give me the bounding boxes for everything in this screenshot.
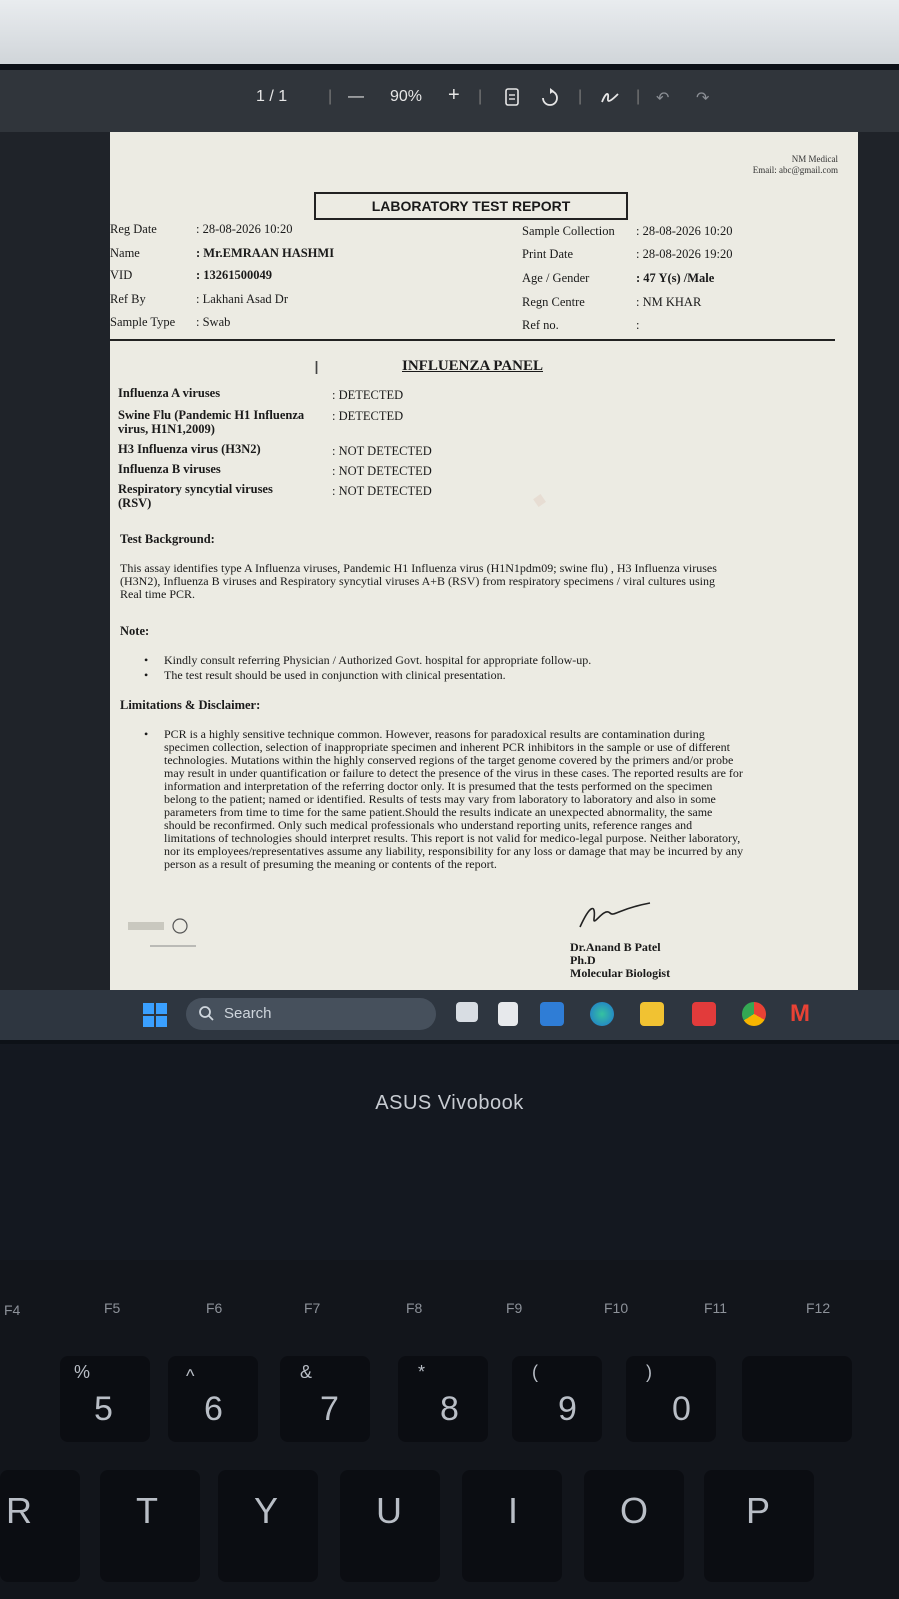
task-view-icon[interactable]	[456, 1002, 478, 1022]
note-heading: Note:	[120, 624, 150, 638]
sample-collection-label: Sample Collection	[522, 224, 615, 238]
page-indicator[interactable]: 1 / 1	[256, 88, 288, 105]
header-divider	[110, 339, 835, 341]
toolbar-divider: |	[328, 88, 333, 105]
regn-centre-label: Regn Centre	[522, 295, 585, 309]
key-i[interactable]: I	[462, 1470, 562, 1582]
report-page	[110, 132, 858, 1010]
regn-centre-value: : NM KHAR	[636, 295, 702, 309]
f6-key[interactable]: F6	[206, 1300, 223, 1316]
key-8[interactable]: * 8	[398, 1356, 488, 1442]
key-7[interactable]: & 7	[280, 1356, 370, 1442]
signature-icon	[570, 897, 660, 937]
background-line: This assay identifies type A Influenza viruses, Pandemic H1 Influenza virus (H1N1pdm09; swine flu) , H3 Influenza viruses	[120, 561, 717, 575]
f10-key[interactable]: F10	[604, 1300, 629, 1316]
limitations-heading: Limitations & Disclaimer:	[120, 698, 261, 712]
key-t[interactable]: T	[100, 1470, 200, 1582]
f4-key[interactable]: F4	[4, 1302, 21, 1318]
windows-taskbar	[0, 990, 899, 1040]
result-value: : DETECTED	[332, 409, 404, 423]
ref-no-label: Ref no.	[522, 318, 559, 332]
ref-by-value: : Lakhani Asad Dr	[196, 292, 288, 306]
zoom-in-button[interactable]: +	[448, 84, 460, 106]
vid-value: : 13261500049	[196, 268, 273, 282]
f11-key[interactable]: F11	[704, 1300, 728, 1316]
key-o[interactable]: O	[584, 1470, 684, 1582]
wall-background	[0, 0, 899, 68]
lab-name: NM Medical	[791, 154, 838, 164]
result-test-name-cont: virus, H1N1,2009)	[118, 422, 215, 436]
bullet: •	[144, 727, 149, 741]
limitations-line: should be reconfirmed. Only such medical professionals who understand reporting units, reference ranges and	[164, 818, 693, 832]
limitations-line: may result in under quantification or failure to detect the presence of the virus in these cases. The reported results are for	[164, 766, 743, 780]
edge-icon[interactable]	[590, 1002, 614, 1026]
watermark: ·	[511, 463, 571, 535]
store-icon[interactable]	[498, 1002, 518, 1026]
toolbar-divider: |	[478, 88, 483, 105]
print-date-value: : 28-08-2026 19:20	[636, 247, 733, 261]
note-item: The test result should be used in conjunction with clinical presentation.	[164, 668, 506, 682]
signatory-role: Molecular Biologist	[570, 966, 671, 980]
limitations-line: PCR is a highly sensitive technique common. However, reasons for paradoxical results are contamination during	[164, 727, 705, 741]
result-value: : DETECTED	[332, 388, 404, 402]
f5-key[interactable]: F5	[104, 1300, 121, 1316]
panel-title: INFLUENZA PANEL	[402, 358, 543, 374]
reg-date-label: Reg Date	[110, 222, 157, 236]
key-p[interactable]: P	[704, 1470, 814, 1582]
key-r[interactable]: R	[0, 1470, 80, 1582]
windows-start-icon[interactable]	[142, 1002, 166, 1026]
result-test-name-cont: (RSV)	[118, 496, 152, 510]
laptop-brand: ASUS Vivobook	[375, 1092, 524, 1114]
age-gender-label: Age / Gender	[522, 271, 590, 285]
key-0[interactable]: ) 0	[626, 1356, 716, 1442]
zoom-level[interactable]: 90%	[390, 88, 423, 105]
rotate-icon[interactable]	[540, 88, 560, 113]
limitations-line: information and interpretation of the referring doctor only. It is presumed that the tests performed on the specimen	[164, 779, 713, 793]
f9-key[interactable]: F9	[506, 1300, 523, 1316]
background-line: (H3N2), Influenza B viruses and Respiratory syncytial viruses A+B (RSV) from respiratory specimens / viral cultures using	[120, 574, 715, 588]
limitations-line: parameters from time to time for the same patient.Should the results indicate an unexpected abnormality, the same	[164, 805, 713, 819]
zoom-out-button[interactable]: —	[348, 88, 364, 105]
wps-office-icon[interactable]	[692, 1002, 716, 1026]
key-minus[interactable]	[742, 1356, 852, 1442]
result-value: : NOT DETECTED	[332, 484, 432, 498]
draw-icon[interactable]	[600, 88, 620, 111]
toolbar-divider: |	[636, 88, 641, 105]
name-value: : Mr.EMRAAN HASHMI	[196, 246, 335, 260]
result-test-name: Influenza A viruses	[118, 386, 221, 400]
limitations-line: belong to the patient; named or identified. Results of tests may vary from laboratory to laboratory and also in some	[164, 792, 716, 806]
toolbar-divider: |	[578, 88, 583, 105]
result-test-name: Swine Flu (Pandemic H1 Influenza	[118, 408, 305, 422]
sample-type-value: : Swab	[196, 315, 231, 329]
background-heading: Test Background:	[120, 532, 215, 546]
limitations-text	[164, 728, 844, 871]
bullet: •	[144, 653, 149, 667]
key-y[interactable]: Y	[218, 1470, 318, 1582]
result-test-name: Influenza B viruses	[118, 462, 221, 476]
report-title: LABORATORY TEST REPORT	[314, 192, 628, 220]
signature-block	[570, 897, 671, 980]
fit-page-icon[interactable]	[504, 88, 520, 111]
result-value: : NOT DETECTED	[332, 444, 432, 458]
key-u[interactable]: U	[340, 1470, 440, 1582]
f8-key[interactable]: F8	[406, 1300, 423, 1316]
undo-icon[interactable]: ↶	[656, 90, 670, 107]
viewer-left-margin	[0, 132, 112, 1010]
f12-key[interactable]: F12	[806, 1300, 831, 1316]
laptop-screen	[0, 70, 899, 1010]
text-cursor-icon: I	[314, 358, 320, 378]
limitations-line: nor its employees/representatives assume any liability, responsibility for any loss or damage that may be incurred by any	[164, 844, 744, 858]
result-value: : NOT DETECTED	[332, 464, 432, 478]
lab-stamp-icon	[128, 912, 198, 954]
file-explorer-icon[interactable]	[640, 1002, 664, 1026]
lab-header	[753, 154, 838, 176]
app-icon[interactable]	[540, 1002, 564, 1026]
limitations-line: limitations of technologies should interpret results. This report is not valid for medico-legal purpose. Neither laboratory,	[164, 831, 741, 845]
result-test-name: H3 Influenza virus (H3N2)	[118, 442, 261, 456]
search-placeholder: Search	[224, 1005, 272, 1022]
limitations-line: person as a result of presuming the meaning or contents of the report.	[164, 857, 497, 871]
sample-type-label: Sample Type	[110, 315, 176, 329]
age-gender-value: : 47 Y(s) /Male	[636, 271, 715, 285]
signatory-degree: Ph.D	[570, 953, 596, 967]
print-date-label: Print Date	[522, 247, 574, 261]
note-item: Kindly consult referring Physician / Authorized Govt. hospital for appropriate follow-up.	[164, 653, 592, 667]
ref-no-value: :	[636, 318, 640, 332]
key-5[interactable]: % 5	[60, 1356, 150, 1442]
viewer-right-margin	[857, 132, 899, 1010]
f7-key[interactable]: F7	[304, 1300, 321, 1316]
lab-email: Email: abc@gmail.com	[752, 165, 838, 175]
vid-label: VID	[110, 268, 133, 282]
redo-icon[interactable]: ↷	[696, 90, 710, 107]
result-test-name: Respiratory syncytial viruses	[118, 482, 273, 496]
key-9[interactable]: ( 9	[512, 1356, 602, 1442]
taskbar-search[interactable]	[186, 998, 436, 1030]
pdf-toolbar	[0, 70, 899, 132]
reg-date-value: : 28-08-2026 10:20	[196, 222, 293, 236]
background-text	[120, 562, 810, 601]
key-6[interactable]: ^ 6	[168, 1356, 258, 1442]
signatory-name: Dr.Anand B Patel	[570, 940, 661, 954]
bullet: •	[144, 668, 149, 682]
sample-collection-value: : 28-08-2026 10:20	[636, 224, 733, 238]
search-icon	[198, 998, 214, 1042]
ref-by-label: Ref By	[110, 292, 146, 306]
name-label: Name	[110, 246, 140, 260]
gmail-icon[interactable]: M	[790, 1000, 810, 1027]
limitations-line: technologies. Mutations within the highly conserved regions of the target genome covered by the primers and/or probe	[164, 753, 734, 767]
background-line: Real time PCR.	[120, 587, 195, 601]
chrome-icon[interactable]	[742, 1002, 766, 1026]
limitations-line: specimen collection, selection of inappropriate specimen and inherent PCR inhibitors in the sample or use of different	[164, 740, 730, 754]
